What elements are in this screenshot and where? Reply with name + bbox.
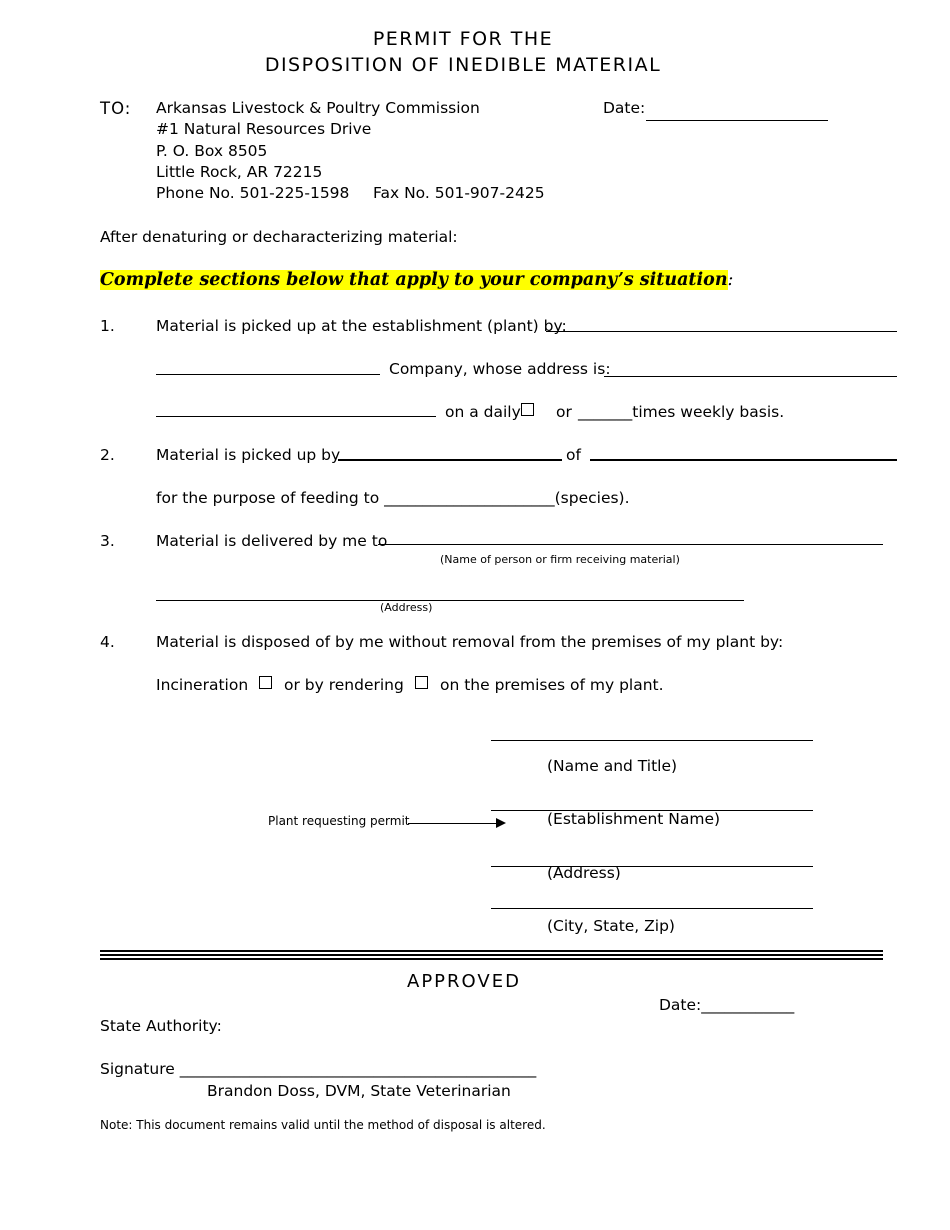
address-line-2: P. O. Box 8505 <box>156 142 268 160</box>
name-caption: (Name of person or firm receiving material) <box>440 553 680 566</box>
date-label: Date: <box>603 99 646 117</box>
or-label: or <box>556 403 572 421</box>
to-label: TO: <box>100 99 132 118</box>
feeding-text: for the purpose of feeding to ______________________(species). <box>156 489 630 507</box>
fax-number: Fax No. 501-907-2425 <box>373 184 545 202</box>
company-name-field[interactable] <box>156 374 380 375</box>
daily-checkbox[interactable] <box>521 403 534 416</box>
arrow-right-icon <box>496 818 506 828</box>
rendering-option <box>284 676 428 694</box>
of-label: of <box>566 446 581 464</box>
address-caption: (Address) <box>380 601 433 614</box>
rendering-checkbox[interactable] <box>415 676 428 689</box>
address-line-1: #1 Natural Resources Drive <box>156 120 372 138</box>
title-line-1: PERMIT FOR THE <box>372 28 554 50</box>
name-title-caption: (Name and Title) <box>547 757 678 775</box>
delivery-address-field[interactable] <box>156 600 744 601</box>
title-line-2: DISPOSITION OF INEDIBLE MATERIAL <box>264 54 662 76</box>
daily-label: on a daily <box>445 403 521 421</box>
company-address-field[interactable] <box>604 376 897 377</box>
name-title-field[interactable] <box>491 740 813 741</box>
org-name: Arkansas Livestock & Poultry Commission <box>156 99 480 117</box>
city-state-zip-field[interactable] <box>491 908 813 909</box>
section-3-number: 3. <box>100 532 115 550</box>
establishment-name-caption: (Establishment Name) <box>547 810 721 828</box>
incineration-label: Incineration <box>156 676 249 694</box>
instruction-colon: : <box>727 270 734 290</box>
date-field[interactable] <box>646 120 828 121</box>
company-address-field-2[interactable] <box>156 416 436 417</box>
daily-option <box>445 403 534 421</box>
picked-up-by-field[interactable] <box>338 459 562 461</box>
pickup-by-field[interactable] <box>546 331 897 332</box>
approval-date: Date:____________ <box>659 996 795 1014</box>
address-line-3: Little Rock, AR 72215 <box>156 163 323 181</box>
delivered-to-field[interactable] <box>378 544 883 545</box>
rendering-label: or by rendering <box>284 676 404 694</box>
state-authority-label: State Authority: <box>100 1017 222 1035</box>
arrow-shaft <box>408 823 498 824</box>
official-name: Brandon Doss, DVM, State Veterinarian <box>207 1082 511 1100</box>
section-1-number: 1. <box>100 317 115 335</box>
section-2-text: Material is picked up by <box>156 446 341 464</box>
approved-heading: APPROVED <box>407 971 521 992</box>
divider-rule-3 <box>100 958 883 960</box>
picked-up-of-field[interactable] <box>590 459 897 461</box>
section-3-text: Material is delivered by me to <box>156 532 388 550</box>
premises-label: on the premises of my plant. <box>440 676 664 694</box>
intro-text: After denaturing or decharacterizing material: <box>100 228 458 246</box>
section-4-text: Material is disposed of by me without removal from the premises of my plant by: <box>156 633 784 651</box>
incineration-option <box>156 676 272 694</box>
instruction-heading <box>100 270 733 290</box>
section-2-number: 2. <box>100 446 115 464</box>
company-address-label: Company, whose address is: <box>389 360 611 378</box>
plant-requesting-label: Plant requesting permit <box>268 814 410 828</box>
divider-rule-2 <box>100 954 883 956</box>
establishment-address-field[interactable] <box>491 866 813 867</box>
section-1-text: Material is picked up at the establishment (plant) by: <box>156 317 567 335</box>
establishment-address-caption: (Address) <box>547 864 621 882</box>
validity-note: Note: This document remains valid until the method of disposal is altered. <box>100 1118 546 1132</box>
signature-line: Signature ______________________________________________ <box>100 1060 537 1078</box>
divider-rule-1 <box>100 950 883 952</box>
incineration-checkbox[interactable] <box>259 676 272 689</box>
city-state-zip-caption: (City, State, Zip) <box>547 917 675 935</box>
phone-number: Phone No. 501-225-1598 <box>156 184 350 202</box>
section-4-number: 4. <box>100 633 115 651</box>
instruction-text: Complete sections below that apply to your company’s situation <box>100 270 728 290</box>
times-weekly-text: _______times weekly basis. <box>578 403 785 421</box>
